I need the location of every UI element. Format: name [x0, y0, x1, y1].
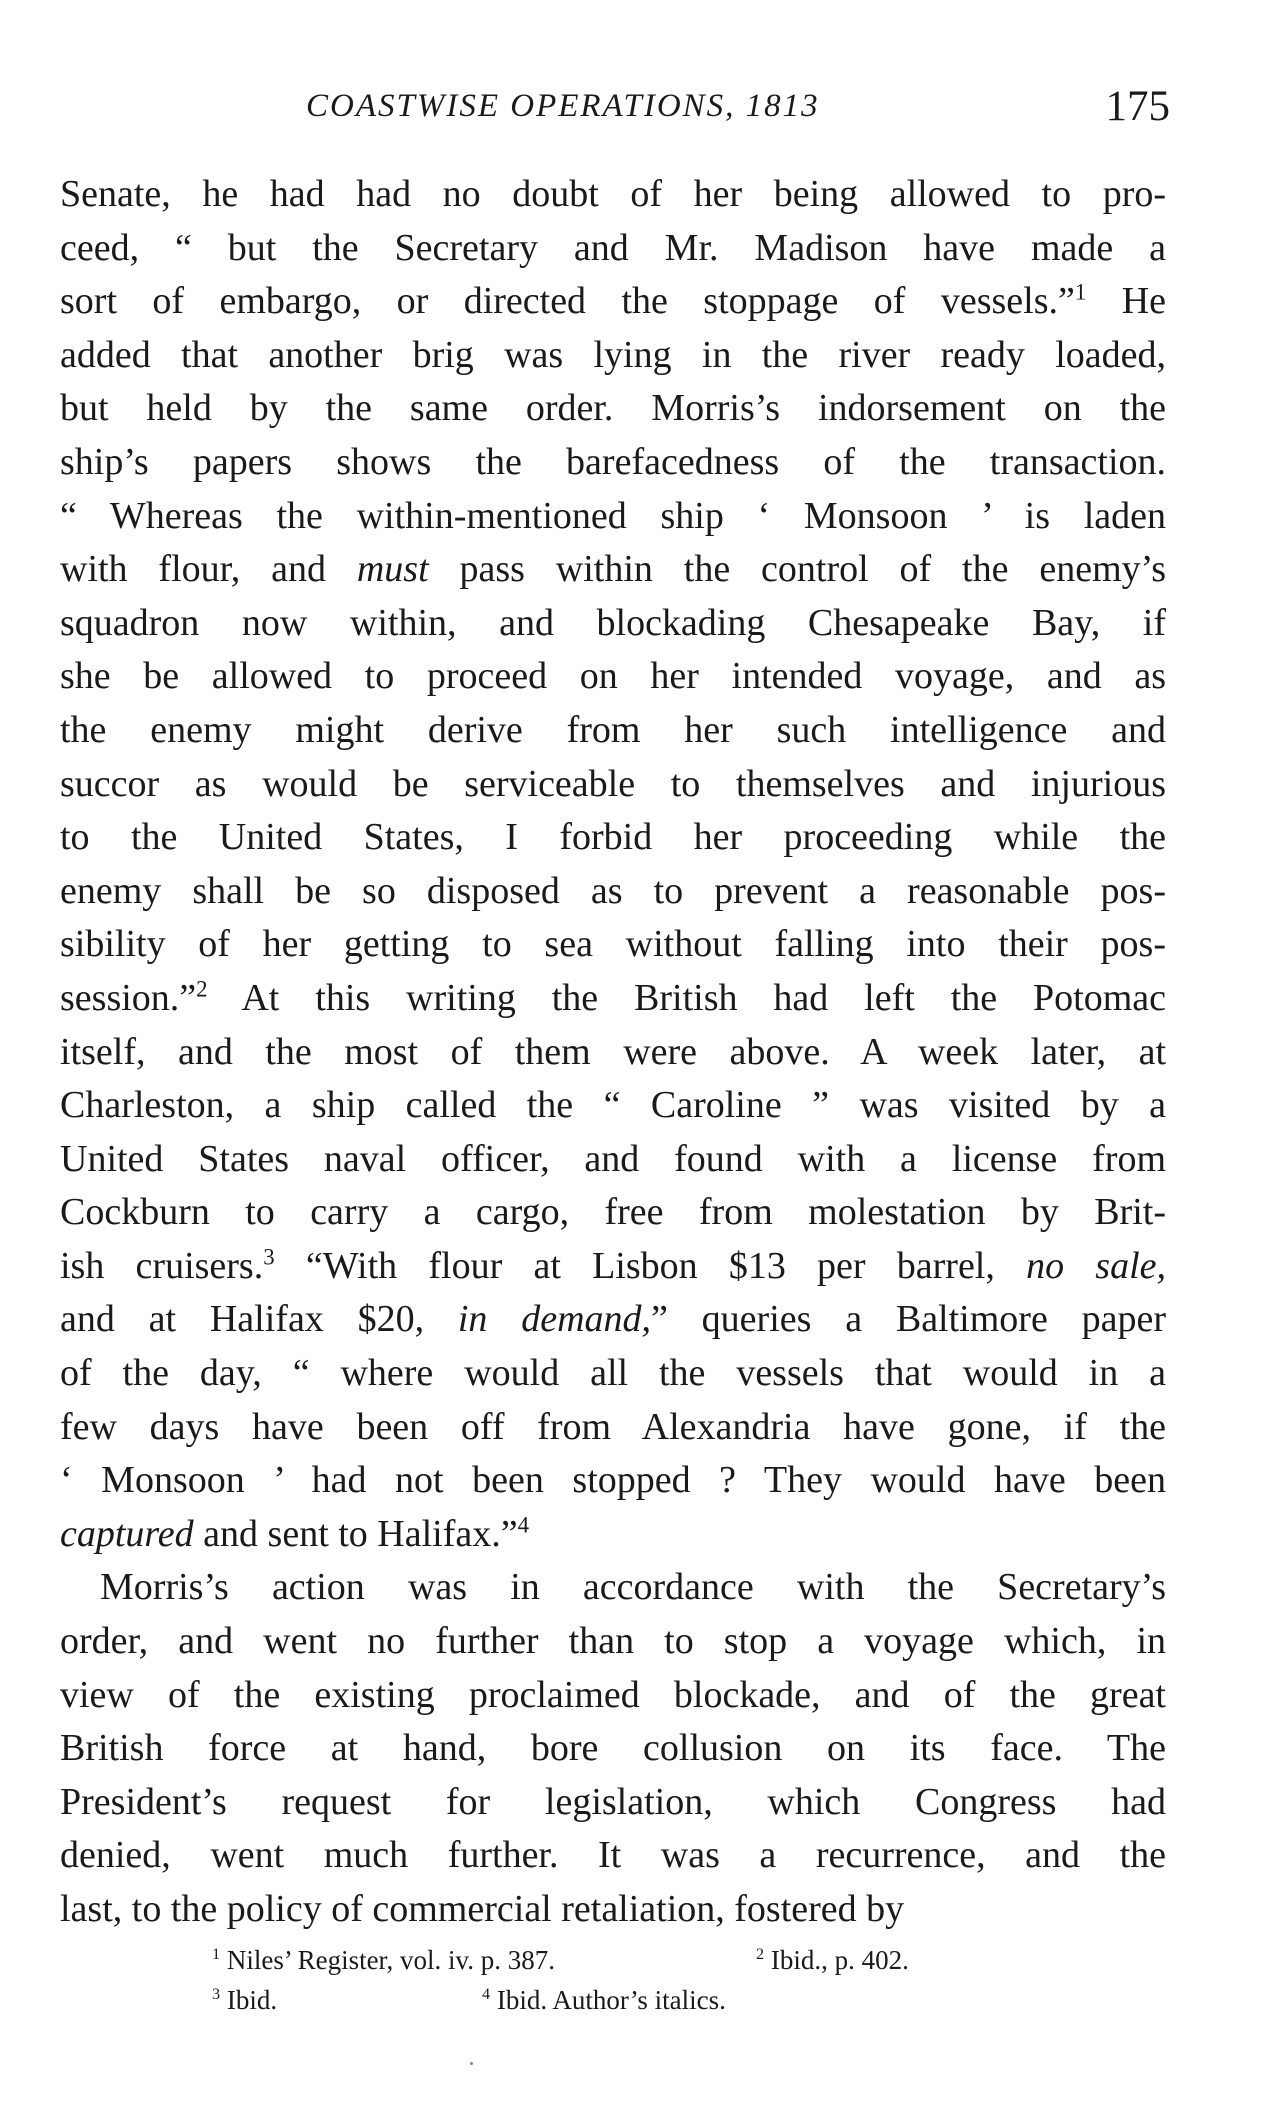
page-number: 175	[1105, 83, 1170, 130]
footnote-ref: 3	[263, 1244, 275, 1270]
text-line	[60, 1561, 1166, 1615]
footnote-number: 3	[212, 1985, 221, 2003]
italic-text: must	[356, 548, 429, 591]
text-line	[60, 650, 1166, 704]
line-text: “ Whereas the within-mentioned ship ‘ Monsoon ’ is laden	[60, 494, 1166, 537]
text-line	[60, 1026, 1166, 1080]
line-text: she be allowed to proceed on her intended voyage, and as	[60, 655, 1166, 698]
text-line	[60, 1240, 1166, 1294]
line-text: with flour, and	[60, 548, 357, 591]
footnote-text: Ibid. Author’s italics.	[496, 1985, 726, 2015]
italic-text: captured	[60, 1512, 194, 1555]
footnote-number: 1	[212, 1945, 221, 1963]
line-text: Cockburn to carry a cargo, free from molestation by Brit-	[60, 1191, 1166, 1234]
line-text: succor as would be serviceable to themselves and injurious	[60, 762, 1166, 805]
line-text: ‘ Monsoon ’ had not been stopped ? They would have been	[60, 1459, 1166, 1502]
running-title: COASTWISE OPERATIONS, 1813	[306, 88, 820, 124]
text-line	[60, 543, 1166, 597]
line-text: ship’s papers shows the barefacedness of the transaction.	[60, 440, 1166, 483]
line-text: few days have been off from Alexandria have gone, if the	[60, 1405, 1166, 1448]
running-head	[0, 82, 1270, 132]
text-line	[60, 811, 1166, 865]
line-text: session.”	[60, 976, 197, 1019]
footnote-text: Ibid.	[226, 1985, 278, 2015]
line-text: President’s request for legislation, which Congress had	[60, 1780, 1166, 1823]
line-text: to the United States, I forbid her proceeding while the	[60, 816, 1166, 859]
footnote-ref: 2	[196, 976, 208, 1002]
text-line	[60, 1079, 1166, 1133]
footnote-ref: 4	[517, 1512, 530, 1538]
line-text: itself, and the most of them were above. A week later, at	[60, 1030, 1166, 1073]
line-text: United States naval officer, and found with a license from	[60, 1137, 1166, 1180]
line-text: order, and went no further than to stop a voyage which, in	[60, 1620, 1166, 1663]
text-line	[60, 1508, 1166, 1562]
line-text: pass within the control of the enemy’s	[428, 548, 1166, 591]
footnote	[212, 1985, 277, 2016]
text-line	[60, 1776, 1166, 1830]
text-line	[60, 1133, 1166, 1187]
line-text: sort of embargo, or directed the stoppage of vessels.”	[60, 280, 1075, 323]
text-line	[60, 972, 1166, 1026]
footnote-text: Niles’ Register, vol. iv. p. 387.	[226, 1945, 555, 1975]
text-line	[60, 1347, 1166, 1401]
print-speck	[470, 2062, 473, 2065]
text-line	[60, 1454, 1166, 1508]
text-line	[60, 436, 1166, 490]
text-line	[60, 168, 1166, 222]
text-line	[60, 704, 1166, 758]
footnote	[212, 1945, 555, 1976]
text-line	[60, 1829, 1166, 1883]
text-line	[60, 222, 1166, 276]
line-text: British force at hand, bore collusion on its face. The	[60, 1727, 1166, 1770]
line-text: Senate, he had had no doubt of her being allowed to pro-	[60, 173, 1166, 215]
line-text: of the day, “ where would all the vessels that would in a	[60, 1352, 1166, 1395]
text-line	[60, 275, 1166, 329]
line-text: ceed, “ but the Secretary and Mr. Madison have made a	[60, 226, 1166, 269]
text-line	[60, 1669, 1166, 1723]
text-line	[60, 1615, 1166, 1669]
footnote-text: Ibid., p. 402.	[770, 1945, 909, 1975]
line-text: denied, went much further. It was a recurrence, and the	[60, 1834, 1166, 1877]
line-text: but held by the same order. Morris’s indorsement on the	[60, 387, 1166, 430]
text-line	[60, 1186, 1166, 1240]
text-line	[60, 1293, 1166, 1347]
italic-text: no sale,	[1026, 1244, 1166, 1287]
line-text: He	[1086, 280, 1166, 323]
body-text	[60, 168, 1166, 1937]
text-line	[60, 382, 1166, 436]
text-line	[60, 1722, 1166, 1776]
text-line	[60, 918, 1166, 972]
line-text: Morris’s action was in accordance with the Secretary’s	[100, 1566, 1166, 1609]
line-text: last, to the policy of commercial retaliation, fostered by	[60, 1888, 905, 1930]
footnote-number: 2	[756, 1945, 765, 1963]
line-text: At this writing the British had left the Potomac	[207, 976, 1166, 1019]
line-text: the enemy might derive from her such intelligence and	[60, 708, 1166, 751]
line-text: view of the existing proclaimed blockade, and of the great	[60, 1673, 1166, 1716]
footnote-ref: 1	[1074, 279, 1087, 305]
footnote	[756, 1945, 909, 1976]
line-text: “With flour at Lisbon $13 per barrel,	[274, 1244, 1027, 1287]
line-text: Charleston, a ship called the “ Caroline ” was visited by a	[60, 1084, 1166, 1127]
text-line	[60, 597, 1166, 651]
text-line	[60, 490, 1166, 544]
footnote	[482, 1985, 726, 2016]
line-text: and sent to Halifax.”	[193, 1512, 518, 1555]
text-line	[60, 758, 1166, 812]
text-line	[60, 1883, 1166, 1937]
line-text: enemy shall be so disposed as to prevent a reasonable pos-	[60, 869, 1166, 912]
line-text: squadron now within, and blockading Chesapeake Bay, if	[60, 601, 1166, 644]
line-text: ish cruisers.	[60, 1244, 264, 1287]
line-text: and at Halifax $20,	[60, 1298, 458, 1341]
italic-text: in demand,	[457, 1298, 652, 1341]
line-text: ” queries a Baltimore paper	[651, 1298, 1166, 1341]
line-text: sibility of her getting to sea without falling into their pos-	[60, 923, 1166, 966]
text-line	[60, 329, 1166, 383]
text-line	[60, 1401, 1166, 1455]
text-line	[60, 865, 1166, 919]
footnote-number: 4	[482, 1985, 491, 2003]
line-text: added that another brig was lying in the river ready loaded,	[60, 333, 1166, 376]
